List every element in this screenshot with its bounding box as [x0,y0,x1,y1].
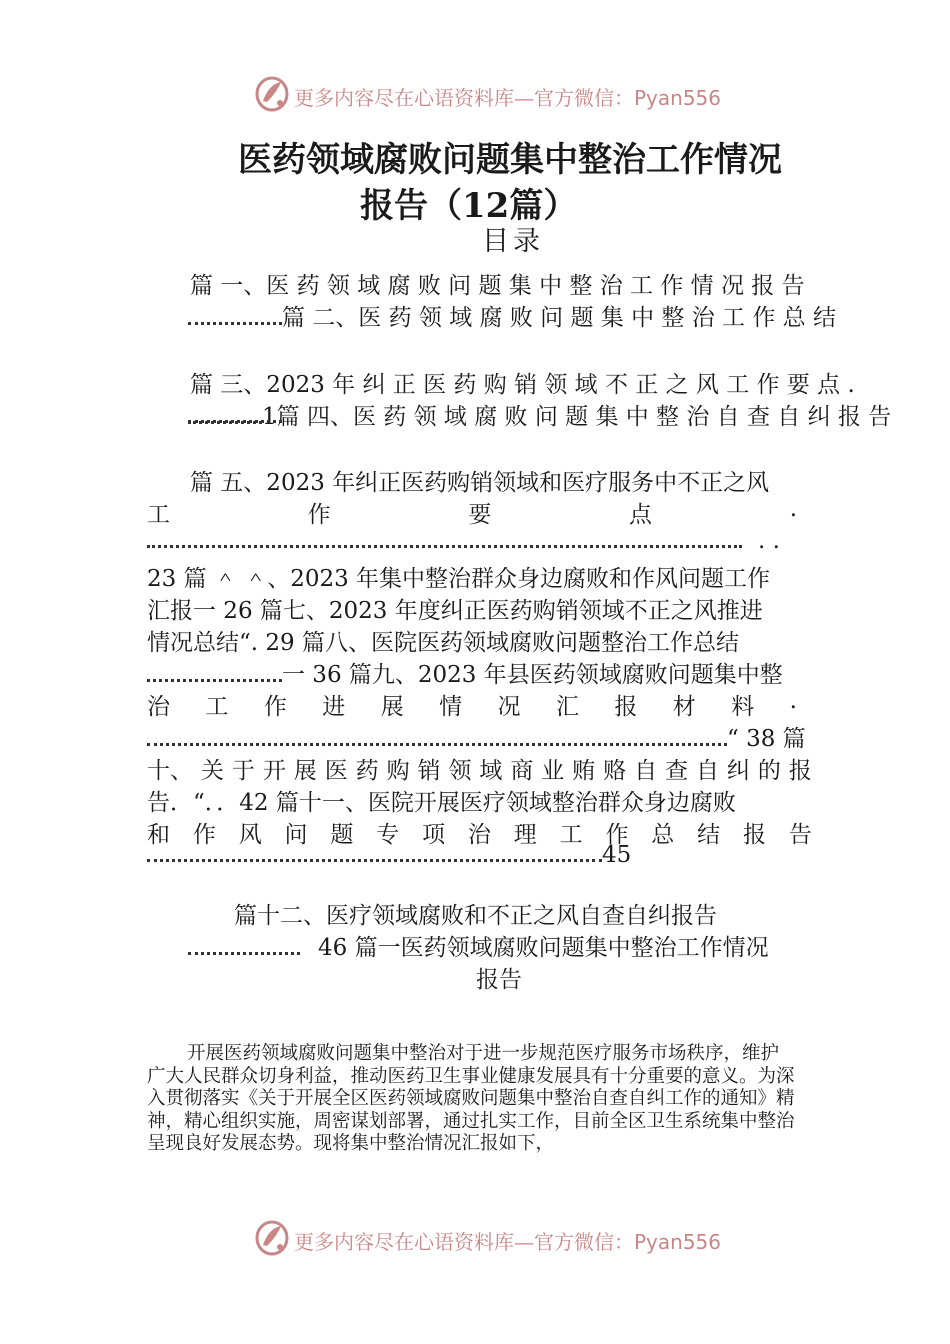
toc-entry-5-cont: 工 作 要 点 . [147,496,797,528]
toc-entry-6: 23 篇 ＾ ＾、2023 年集中整治群众身边腐败和作风问题工作 [147,566,771,592]
watermark-text: 更多内容尽在心语资料库—官方微信：Pyan556 [294,86,722,110]
document-title-line-2: 报告（12篇） [360,186,578,226]
watermark-text: 更多内容尽在心语资料库—官方微信：Pyan556 [294,1230,722,1254]
watermark-banner-top [0,74,950,118]
toc-leader-dots [188,420,282,423]
toc-leader-dots [147,729,727,746]
toc-entry-11-page-line [147,842,631,868]
toc-entry-8: 情况总结“. 29 篇八、医院医药领域腐败问题整治工作总结 [147,630,739,656]
toc-entry-9-cont: 治 工 作 进 展 情 况 汇 报 材 料 . [147,688,797,720]
toc-leader-dots [188,938,300,955]
toc-leader-dots [188,308,282,325]
toc-entry-12-page-line [188,929,769,962]
section-heading: 46 篇一医药领域腐败问题集中整治工作情况 [318,935,769,961]
toc-entry-4-line [188,398,891,431]
document-title-line-1: 医药领域腐败问题集中整治工作情况 [238,140,782,180]
watermark-logo-icon [255,1218,291,1258]
toc-entry-5: 篇 五、2023 年纠正医药购销领域和医疗服务中不正之风 [190,470,770,496]
toc-entry-4: 篇 四、医 药 领 域 腐 败 问 题 集 中 整 治 自 查 自 纠 报 告 [276,404,892,430]
watermark-logo-icon [255,74,291,114]
toc-entry-9: 一 36 篇九、2023 年县医药领域腐败问题集中整 [282,662,783,688]
toc-entry-11: 告．“．．42 篇十一、医院开展医疗领域整治群众身边腐败 [147,790,736,816]
toc-entry-2: 篇 二、医 药 领 域 腐 败 问 题 集 中 整 治 工 作 总 结 [282,305,836,331]
toc-leader-dots [147,845,602,862]
toc-heading: 目录 [482,226,544,257]
toc-leader-line: . . [147,528,807,554]
body-paragraph: 开展医药领域腐败问题集中整治对于进一步规范医疗服务市场秩序，维护广大人民群众切身利益，推动医药卫生事业健康发展具有十分重要的意义。为深入贯彻落实《关于开展全区医药领域腐败问题集中整治自查自纠工作的通知》精神，精心组织实施，周密谋划部署，通过扎实工作，目前全区卫生系统集中整治呈现良好发展态势。现将集中整治情况汇报如下， [147,1043,795,1154]
toc-page-number: 45 [602,842,632,868]
toc-leader-dots [147,531,742,548]
toc-entry-12: 篇十二、医疗领域腐败和不正之风自查自纠报告 [234,903,717,929]
toc-entry-10: 十、 关 于 开 展 医 药 购 销 领 域 商 业 贿 赂 自 查 自 纠 的 报 [147,758,812,784]
toc-entry-11-cont: 和 作 风 问 题 专 项 治 理 工 作 总 结 报 告 [147,822,812,848]
toc-entry-10-line: “ 38 篇 [147,720,806,753]
toc-page-number: 1 [262,404,277,430]
toc-entry-2-line [188,299,836,332]
toc-entry-1: 篇 一、医 药 领 域 腐 败 问 题 集 中 整 治 工 作 情 况 报 告 [190,273,805,299]
toc-entry-9-line [147,656,783,689]
toc-entry-3: 篇 三、2023 年 纠 正 医 药 购 销 领 域 不 正 之 风 工 作 要 点 . [190,372,855,398]
toc-leader-dots [147,665,282,682]
toc-entry-7: 汇报一 26 篇七、2023 年度纠正医药购销领域不正之风推进 [147,598,763,624]
watermark-banner-bottom [0,1218,950,1262]
section-heading-cont: 报告 [476,967,522,993]
